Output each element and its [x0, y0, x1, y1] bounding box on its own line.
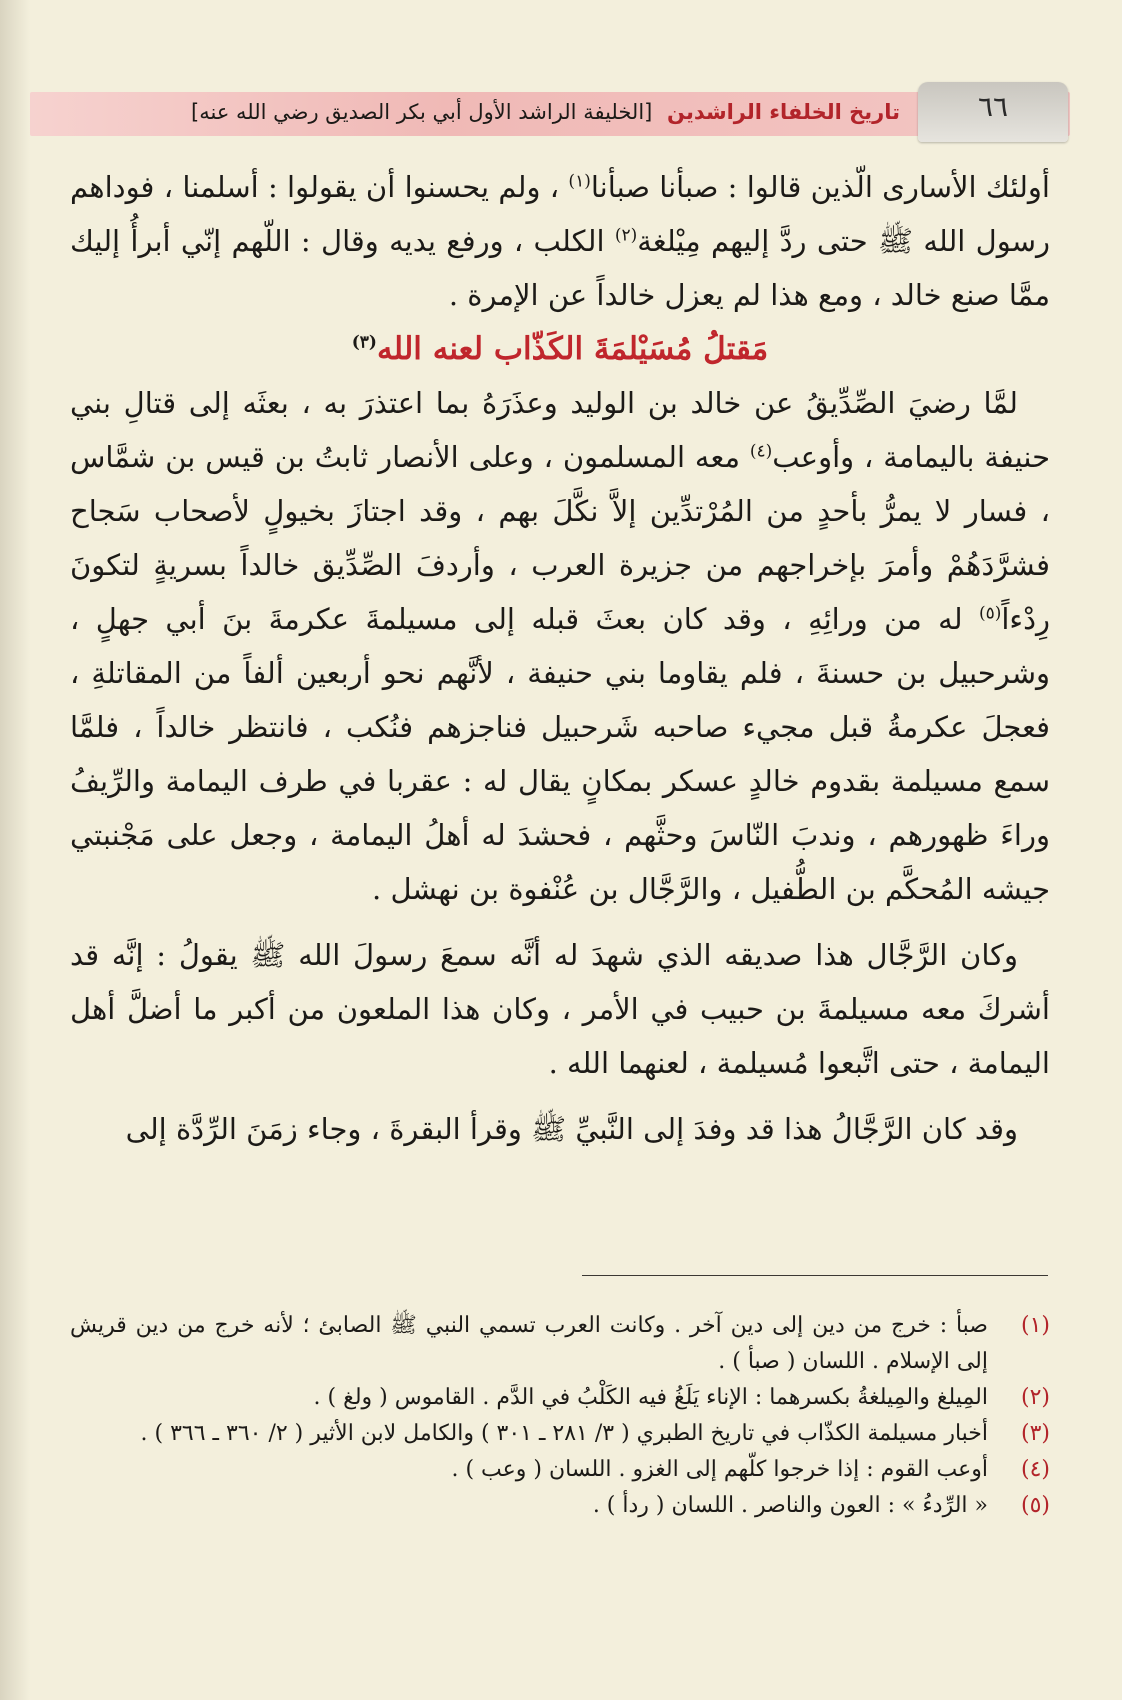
- section-title: [70, 322, 1050, 376]
- footnote-number: (٣): [1020, 1421, 1050, 1446]
- footnote-text: المِيلغ والمِيلغةُ بكسرهما : الإناء يَلَغُ فيه الكَلْبُ في الدَّم . القاموس ( ولغ ) .: [313, 1385, 988, 1410]
- footnote-divider: [582, 1275, 1048, 1276]
- page-edge-shadow: [0, 0, 30, 1700]
- paragraph-4: وقد كان الرَّجَّالُ هذا قد وفدَ إلى النَّبيِّ ﷺ وقرأ البقرةَ ، وجاء زمَنَ الرِّدَّة إلى: [125, 1112, 1018, 1146]
- footnote-number: (٢): [1020, 1385, 1050, 1410]
- book-title: تاريخ الخلفاء الراشدين: [667, 100, 900, 124]
- section-title-text: مَقتلُ مُسَيْلمَةَ الكَذّاب لعنه الله: [376, 331, 769, 367]
- paragraph-1-part-1: أولئك الأسارى الّذين قالوا : صبأنا صبأنا: [590, 170, 1050, 204]
- paragraph-2: [70, 376, 1050, 916]
- footnote-ref-5: (٥): [978, 603, 1002, 624]
- paragraph-2-part-1: لمَّا رضيَ الصِّدِّيقُ عن خالد بن الوليد وعذَرَهُ بما اعتذرَ به ، بعثَه إلى قتالِ بني حنيفة باليمامة ، وأوعب: [70, 386, 1050, 474]
- footnote-1: [70, 1308, 1050, 1380]
- chapter-title: [الخليفة الراشد الأول أبي بكر الصديق رضي الله عنه]: [191, 100, 653, 124]
- footnote-text: أخبار مسيلمة الكذّاب في تاريخ الطبري ( ٣/ ٢٨١ ـ ٣٠١ ) والكامل لابن الأثير ( ٢/ ٣٦٠ ـ ٣٦٦ ) .: [140, 1421, 988, 1446]
- main-text: [70, 160, 1050, 1156]
- paragraph-gap: [70, 1090, 1050, 1102]
- footnote-ref-4: (٤): [749, 441, 773, 462]
- footnote-number: (٤): [1020, 1457, 1050, 1482]
- footnote-2: [70, 1380, 1050, 1416]
- footnote-ref-1: (١): [568, 171, 591, 192]
- footnote-ref-3: (٣): [351, 332, 377, 353]
- footnotes: [70, 1308, 1050, 1524]
- paragraph-1-part-2: ، ولم يحسنوا أن يقولوا : أسلمنا ، فوداهم رسول الله ﷺ حتى ردَّ إليهم مِيْلغة: [70, 170, 1051, 258]
- paragraph-1-part-3: الكلب ، ورفع يديه وقال : اللّهم إنّي أبرأُ إليك ممَّا صنع خالد ، ومع هذا لم يعزل خالداً عن الإمرة .: [70, 224, 1050, 312]
- footnote-number: (٥): [1020, 1493, 1050, 1518]
- footnote-ref-2: (٢): [614, 225, 638, 246]
- paragraph-1: [70, 160, 1050, 322]
- footnote-text: « الرِّدءُ » : العون والناصر . اللسان ( ردأ ) .: [592, 1493, 988, 1518]
- paragraph-2-part-2: معه المسلمون ، وعلى الأنصار ثابتُ بن قيس بن شمَّاس ، فسار لا يمرُّ بأحدٍ من المُرْتدِّين إلاَّ نكَّلَ بهم ، وقد اجتازَ بخيولٍ لأصحاب سَجاح فشرَّدَهُمْ وأمرَ بإخراجهم من جزيرة العرب ، وأردفَ الصِّدِّيق خالداً بسريةٍ لتكونَ رِدْءاً: [70, 440, 1050, 636]
- footnote-3: [70, 1416, 1050, 1452]
- page-number: ٦٦: [977, 90, 1009, 123]
- running-header: [40, 100, 900, 124]
- footnote-5: [70, 1488, 1050, 1524]
- paragraph-3: وكان الرَّجَّال هذا صديقه الذي شهدَ له أنَّه سمعَ رسولَ الله ﷺ يقولُ : إنَّه قد أشركَ معه مسيلمةَ بن حبيب في الأمر ، وكان هذا الملعون من أكبر ما أضلَّ أهل اليمامة ، حتى اتَّبعوا مُسيلمة ، لعنهما الله .: [70, 938, 1050, 1080]
- paragraph-gap: [70, 916, 1050, 928]
- footnote-text: صبأ : خرج من دين إلى دين آخر . وكانت العرب تسمي النبي ﷺ الصابئ ؛ لأنه خرج من دين قريش إلى الإسلام . اللسان ( صبأ ) .: [70, 1313, 988, 1374]
- footnote-number: (١): [1020, 1313, 1050, 1338]
- footnote-text: أوعب القوم : إذا خرجوا كلّهم إلى الغزو . اللسان ( وعب ) .: [451, 1457, 988, 1482]
- footnote-4: [70, 1452, 1050, 1488]
- paragraph-2-part-3: له من ورائِهِ ، وقد كان بعثَ قبله إلى مسيلمةَ عكرمةَ بنَ أبي جهلٍ ، وشرحبيل بن حسنةَ ، فلم يقاوما بني حنيفة ، لأنَّهم نحو أربعين ألفاً من المقاتلةِ ، فعجلَ عكرمةُ قبل مجيء صاحبه شَرحبيل فناجزهم فنُكب ، فانتظر خالداً ، فلمَّا سمع مسيلمة بقدوم خالدٍ عسكر بمكانٍ يقال له : عقربا في طرف اليمامة والرِّيفُ وراءَ ظهورهم ، وندبَ النّاسَ وحثَّهم ، فحشدَ له أهلُ اليمامة ، وجعل على مَجْنبتي جيشه المُحكَّم بن الطُّفيل ، والرَّجَّال بن عُنْفوة بن نهشل .: [70, 602, 1050, 906]
